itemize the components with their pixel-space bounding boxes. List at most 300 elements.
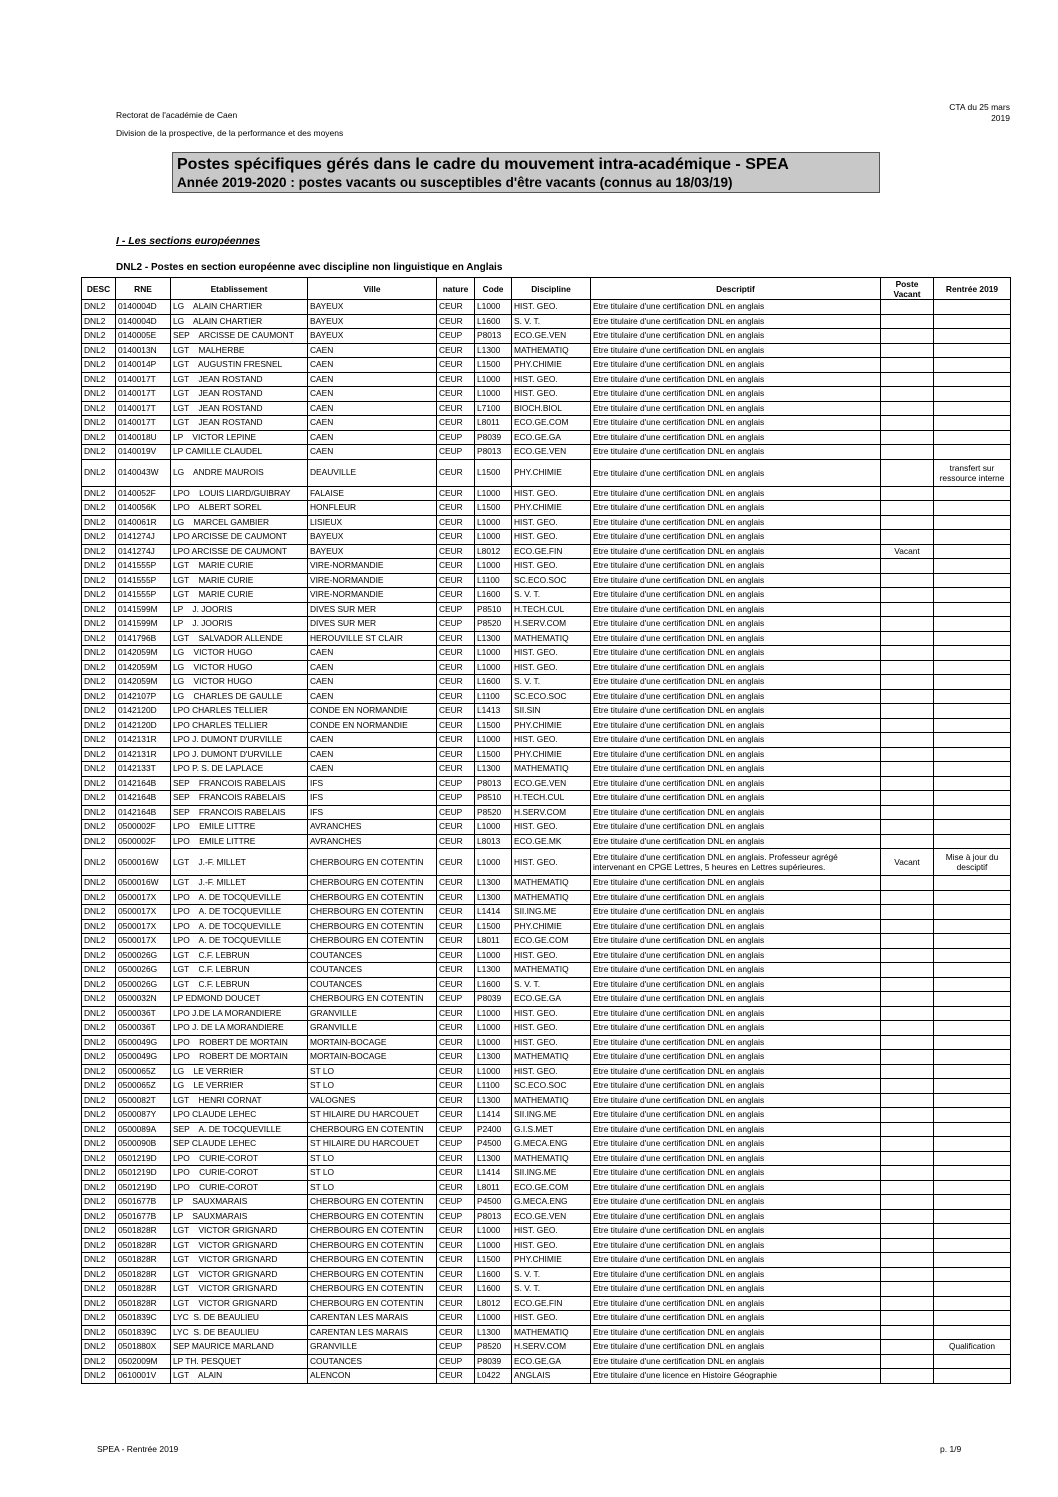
cell-ville: CAEN	[308, 343, 437, 358]
cell-rentree	[934, 905, 1011, 920]
cell-etablissement: LGT AUGUSTIN FRESNEL	[171, 358, 308, 373]
cell-poste-vacant	[881, 300, 934, 315]
cell-desc: DNL2	[82, 1035, 116, 1050]
cell-rne: 0142164B	[116, 791, 171, 806]
cell-ville: VIRE-NORMANDIE	[308, 573, 437, 588]
cell-nature: CEUP	[437, 329, 475, 344]
cell-rne: 0142131R	[116, 733, 171, 748]
cell-descriptif: Etre titulaire d'une certification DNL en anglais	[591, 1006, 881, 1021]
cell-nature: CEUR	[437, 387, 475, 402]
cell-desc: DNL2	[82, 617, 116, 632]
cell-etablissement: LGT ALAIN	[171, 1369, 308, 1384]
cell-discipline: ECO.GE.COM	[512, 934, 591, 949]
cell-etablissement: LPO EMILE LITTRE	[171, 820, 308, 835]
cell-desc: DNL2	[82, 343, 116, 358]
cell-ville: CAEN	[308, 733, 437, 748]
cell-descriptif: Etre titulaire d'une certification DNL en anglais	[591, 948, 881, 963]
table-row	[82, 675, 1011, 690]
cell-ville: HONFLEUR	[308, 501, 437, 516]
table-row	[82, 1180, 1011, 1195]
cell-desc: DNL2	[82, 1209, 116, 1224]
cell-rne: 0140052F	[116, 486, 171, 501]
cell-etablissement: LGT VICTOR GRIGNARD	[171, 1224, 308, 1239]
cell-ville: LISIEUX	[308, 515, 437, 530]
col-etablissement: Etablissement	[171, 278, 308, 300]
cell-nature: CEUR	[437, 948, 475, 963]
cell-rentree	[934, 992, 1011, 1007]
cell-ville: MORTAIN-BOCAGE	[308, 1035, 437, 1050]
cell-poste-vacant	[881, 1050, 934, 1065]
cell-code: P8013	[475, 445, 512, 460]
cell-ville: FALAISE	[308, 486, 437, 501]
cell-ville: CHERBOURG EN COTENTIN	[308, 934, 437, 949]
cell-rentree	[934, 1021, 1011, 1036]
cell-nature: CEUR	[437, 890, 475, 905]
cell-ville: ST LO	[308, 1166, 437, 1181]
cell-etablissement: LGT VICTOR GRIGNARD	[171, 1238, 308, 1253]
cell-etablissement: LG ANDRE MAUROIS	[171, 459, 308, 486]
cell-discipline: PHY.CHIMIE	[512, 1253, 591, 1268]
cell-rentree	[934, 1079, 1011, 1094]
cell-rne: 0500065Z	[116, 1064, 171, 1079]
cell-code: L1000	[475, 372, 512, 387]
cell-nature: CEUR	[437, 300, 475, 315]
cell-desc: DNL2	[82, 372, 116, 387]
cell-rentree	[934, 890, 1011, 905]
cell-desc: DNL2	[82, 1079, 116, 1094]
cell-discipline: S. V. T.	[512, 1282, 591, 1297]
cell-etablissement: LPO ROBERT DE MORTAIN	[171, 1035, 308, 1050]
cell-desc: DNL2	[82, 1311, 116, 1326]
cell-rne: 0142107P	[116, 689, 171, 704]
cell-nature: CEUR	[437, 1325, 475, 1340]
cell-code: P8039	[475, 430, 512, 445]
cell-etablissement: LG ALAIN CHARTIER	[171, 314, 308, 329]
cell-rne: 0501677B	[116, 1209, 171, 1224]
cell-nature: CEUR	[437, 834, 475, 849]
cell-ville: ST LO	[308, 1180, 437, 1195]
cell-code: P8510	[475, 602, 512, 617]
cell-ville: BAYEUX	[308, 300, 437, 315]
cell-nature: CEUR	[437, 1369, 475, 1384]
cell-rentree	[934, 486, 1011, 501]
cell-poste-vacant	[881, 689, 934, 704]
cell-descriptif: Etre titulaire d'une certification DNL en anglais	[591, 762, 881, 777]
cell-ville: VIRE-NORMANDIE	[308, 559, 437, 574]
cell-ville: DIVES SUR MER	[308, 602, 437, 617]
cell-etablissement: LGT JEAN ROSTAND	[171, 401, 308, 416]
cell-ville: CAEN	[308, 387, 437, 402]
cell-rentree	[934, 963, 1011, 978]
cell-rentree	[934, 559, 1011, 574]
cell-rentree	[934, 733, 1011, 748]
cell-ville: BAYEUX	[308, 544, 437, 559]
cell-poste-vacant	[881, 530, 934, 545]
cell-poste-vacant	[881, 358, 934, 373]
cell-nature: CEUR	[437, 1035, 475, 1050]
cell-code: L1413	[475, 704, 512, 719]
cell-code: L1000	[475, 948, 512, 963]
cell-etablissement: LGT C.F. LEBRUN	[171, 963, 308, 978]
cell-rne: 0142164B	[116, 776, 171, 791]
table-row	[82, 1050, 1011, 1065]
cell-ville: CAEN	[308, 675, 437, 690]
cell-desc: DNL2	[82, 1195, 116, 1210]
cell-poste-vacant	[881, 660, 934, 675]
cell-desc: DNL2	[82, 1151, 116, 1166]
cell-descriptif: Etre titulaire d'une certification DNL en anglais	[591, 1253, 881, 1268]
cell-poste-vacant	[881, 430, 934, 445]
cell-nature: CEUR	[437, 1006, 475, 1021]
cell-desc: DNL2	[82, 300, 116, 315]
cell-desc: DNL2	[82, 1050, 116, 1065]
cell-rentree	[934, 1122, 1011, 1137]
cell-nature: CEUP	[437, 1209, 475, 1224]
cell-etablissement: LG ALAIN CHARTIER	[171, 300, 308, 315]
cell-descriptif: Etre titulaire d'une certification DNL en anglais	[591, 559, 881, 574]
cell-nature: CEUR	[437, 689, 475, 704]
table-row	[82, 849, 1011, 876]
cell-ville: COUTANCES	[308, 963, 437, 978]
table-row	[82, 1340, 1011, 1355]
cell-poste-vacant	[881, 1137, 934, 1152]
cell-desc: DNL2	[82, 733, 116, 748]
cell-rentree	[934, 675, 1011, 690]
table-row	[82, 934, 1011, 949]
cell-rne: 0140017T	[116, 401, 171, 416]
cell-ville: MORTAIN-BOCAGE	[308, 1050, 437, 1065]
cell-rne: 0140014P	[116, 358, 171, 373]
cell-descriptif: Etre titulaire d'une certification DNL en anglais	[591, 876, 881, 891]
header-org	[116, 106, 343, 142]
cell-ville: ALENCON	[308, 1369, 437, 1384]
cell-code: L1414	[475, 905, 512, 920]
cell-rne: 0500002F	[116, 820, 171, 835]
cell-nature: CEUP	[437, 445, 475, 460]
cell-poste-vacant	[881, 559, 934, 574]
cell-discipline: ECO.GE.FIN	[512, 544, 591, 559]
table-row	[82, 776, 1011, 791]
cell-discipline: PHY.CHIMIE	[512, 919, 591, 934]
cell-ville: CHERBOURG EN COTENTIN	[308, 1122, 437, 1137]
cell-poste-vacant	[881, 501, 934, 516]
cell-rne: 0140043W	[116, 459, 171, 486]
cell-rne: 0141599M	[116, 617, 171, 632]
cell-etablissement: LGT VICTOR GRIGNARD	[171, 1253, 308, 1268]
cell-rentree	[934, 934, 1011, 949]
cell-code: L1000	[475, 660, 512, 675]
cell-discipline: MATHEMATIQ	[512, 1151, 591, 1166]
cell-rentree	[934, 343, 1011, 358]
cell-descriptif: Etre titulaire d'une certification DNL en anglais	[591, 329, 881, 344]
cell-poste-vacant	[881, 820, 934, 835]
cell-poste-vacant	[881, 646, 934, 661]
cell-code: P4500	[475, 1195, 512, 1210]
cell-poste-vacant	[881, 704, 934, 719]
cell-desc: DNL2	[82, 776, 116, 791]
cell-rentree	[934, 515, 1011, 530]
cell-ville: CARENTAN LES MARAIS	[308, 1311, 437, 1326]
cell-discipline: H.SERV.COM	[512, 617, 591, 632]
cell-rentree	[934, 573, 1011, 588]
cell-code: P4500	[475, 1137, 512, 1152]
cell-code: L1000	[475, 559, 512, 574]
cell-discipline: SC.ECO.SOC	[512, 573, 591, 588]
cell-nature: CEUP	[437, 1122, 475, 1137]
table-row	[82, 559, 1011, 574]
cell-descriptif: Etre titulaire d'une certification DNL en anglais	[591, 1035, 881, 1050]
table-row	[82, 1267, 1011, 1282]
cell-desc: DNL2	[82, 1137, 116, 1152]
cell-nature: CEUR	[437, 919, 475, 934]
cell-etablissement: LP CAMILLE CLAUDEL	[171, 445, 308, 460]
table-row	[82, 1282, 1011, 1297]
cell-poste-vacant	[881, 1253, 934, 1268]
cell-rne: 0500026G	[116, 963, 171, 978]
cell-descriptif: Etre titulaire d'une certification DNL en anglais	[591, 1122, 881, 1137]
table-row	[82, 300, 1011, 315]
cell-rentree	[934, 387, 1011, 402]
section-title: I - Les sections européennes	[116, 235, 261, 247]
cell-rne: 0140018U	[116, 430, 171, 445]
col-poste-vacant: Poste Vacant	[881, 278, 934, 300]
cell-discipline: HIST. GEO.	[512, 660, 591, 675]
cell-discipline: PHY.CHIMIE	[512, 358, 591, 373]
cell-rne: 0500089A	[116, 1122, 171, 1137]
cell-rne: 0142120D	[116, 718, 171, 733]
cell-code: L1600	[475, 977, 512, 992]
cell-nature: CEUR	[437, 905, 475, 920]
cell-code: L1000	[475, 387, 512, 402]
cell-rne: 0500087Y	[116, 1108, 171, 1123]
cell-discipline: S. V. T.	[512, 977, 591, 992]
cell-nature: CEUR	[437, 1253, 475, 1268]
cell-ville: CONDE EN NORMANDIE	[308, 718, 437, 733]
cell-rentree	[934, 718, 1011, 733]
cell-nature: CEUR	[437, 675, 475, 690]
cell-rne: 0501219D	[116, 1151, 171, 1166]
cell-descriptif: Etre titulaire d'une certification DNL en anglais	[591, 416, 881, 431]
cell-rne: 0140005E	[116, 329, 171, 344]
cell-rne: 0142059M	[116, 660, 171, 675]
cell-descriptif: Etre titulaire d'une certification DNL en anglais	[591, 1195, 881, 1210]
cell-rne: 0140004D	[116, 300, 171, 315]
cell-rentree	[934, 602, 1011, 617]
cell-ville: GRANVILLE	[308, 1006, 437, 1021]
cell-code: L1000	[475, 300, 512, 315]
cell-code: P2400	[475, 1122, 512, 1137]
cell-etablissement: LGT J.-F. MILLET	[171, 849, 308, 876]
table-row	[82, 573, 1011, 588]
cell-nature: CEUR	[437, 820, 475, 835]
cell-rentree	[934, 1325, 1011, 1340]
cell-desc: DNL2	[82, 486, 116, 501]
cell-desc: DNL2	[82, 1093, 116, 1108]
cell-desc: DNL2	[82, 515, 116, 530]
cell-ville: COUTANCES	[308, 977, 437, 992]
cell-poste-vacant	[881, 1108, 934, 1123]
cell-discipline: HIST. GEO.	[512, 1311, 591, 1326]
cell-code: L1000	[475, 1021, 512, 1036]
cell-desc: DNL2	[82, 1369, 116, 1384]
cell-discipline: MATHEMATIQ	[512, 963, 591, 978]
cell-etablissement: LPO P. S. DE LAPLACE	[171, 762, 308, 777]
cell-discipline: ECO.GE.GA	[512, 992, 591, 1007]
cell-etablissement: LPO A. DE TOCQUEVILLE	[171, 934, 308, 949]
cell-code: L1300	[475, 963, 512, 978]
cell-descriptif: Etre titulaire d'une certification DNL en anglais	[591, 1079, 881, 1094]
cell-rne: 0501880X	[116, 1340, 171, 1355]
cell-poste-vacant	[881, 1296, 934, 1311]
cell-descriptif: Etre titulaire d'une certification DNL en anglais	[591, 486, 881, 501]
cell-poste-vacant	[881, 718, 934, 733]
cell-etablissement: LP TH. PESQUET	[171, 1354, 308, 1369]
cell-poste-vacant	[881, 1209, 934, 1224]
cell-discipline: ANGLAIS	[512, 1369, 591, 1384]
cell-descriptif: Etre titulaire d'une certification DNL en anglais	[591, 1209, 881, 1224]
cell-rne: 0142164B	[116, 805, 171, 820]
cell-rentree	[934, 416, 1011, 431]
cell-poste-vacant: Vacant	[881, 849, 934, 876]
cell-discipline: HIST. GEO.	[512, 948, 591, 963]
cell-rne: 0142120D	[116, 704, 171, 719]
cell-rentree	[934, 1064, 1011, 1079]
cell-ville: ST LO	[308, 1064, 437, 1079]
cell-etablissement: LGT SALVADOR ALLENDE	[171, 631, 308, 646]
cell-desc: DNL2	[82, 704, 116, 719]
cell-rne: 0500026G	[116, 977, 171, 992]
cell-code: L1000	[475, 515, 512, 530]
table-row	[82, 791, 1011, 806]
cell-nature: CEUR	[437, 963, 475, 978]
cell-rne: 0142131R	[116, 747, 171, 762]
cell-code: L1000	[475, 820, 512, 835]
cell-descriptif: Etre titulaire d'une certification DNL en anglais	[591, 387, 881, 402]
cell-desc: DNL2	[82, 329, 116, 344]
cell-descriptif: Etre titulaire d'une certification DNL en anglais	[591, 1224, 881, 1239]
cta-line-2: 2019	[991, 113, 1010, 123]
cell-rentree	[934, 948, 1011, 963]
cell-discipline: ECO.GE.VEN	[512, 445, 591, 460]
cell-rentree	[934, 1035, 1011, 1050]
cell-nature: CEUR	[437, 733, 475, 748]
cell-etablissement: LGT HENRI CORNAT	[171, 1093, 308, 1108]
cell-ville: BAYEUX	[308, 530, 437, 545]
table-row	[82, 805, 1011, 820]
cell-rne: 0142059M	[116, 675, 171, 690]
cell-discipline: MATHEMATIQ	[512, 1093, 591, 1108]
cell-discipline: HIST. GEO.	[512, 646, 591, 661]
cell-etablissement: LG LE VERRIER	[171, 1064, 308, 1079]
cell-etablissement: LGT MARIE CURIE	[171, 588, 308, 603]
table-row	[82, 329, 1011, 344]
cell-rentree	[934, 834, 1011, 849]
cell-rne: 0500017X	[116, 905, 171, 920]
cell-poste-vacant	[881, 963, 934, 978]
table-row	[82, 977, 1011, 992]
table-row	[82, 689, 1011, 704]
cell-ville: IFS	[308, 791, 437, 806]
cell-etablissement: LGT VICTOR GRIGNARD	[171, 1296, 308, 1311]
cell-discipline: S. V. T.	[512, 588, 591, 603]
cell-nature: CEUR	[437, 588, 475, 603]
cell-descriptif: Etre titulaire d'une certification DNL en anglais	[591, 1151, 881, 1166]
cell-descriptif: Etre titulaire d'une certification DNL en anglais	[591, 401, 881, 416]
cell-discipline: H.TECH.CUL	[512, 602, 591, 617]
cell-rne: 0140013N	[116, 343, 171, 358]
cell-descriptif: Etre titulaire d'une certification DNL en anglais	[591, 358, 881, 373]
cell-nature: CEUR	[437, 1180, 475, 1195]
cell-discipline: HIST. GEO.	[512, 559, 591, 574]
cell-desc: DNL2	[82, 992, 116, 1007]
cell-desc: DNL2	[82, 948, 116, 963]
table-row	[82, 1064, 1011, 1079]
cell-rentree	[934, 1093, 1011, 1108]
cell-poste-vacant	[881, 515, 934, 530]
cell-poste-vacant	[881, 1166, 934, 1181]
cell-etablissement: SEP FRANCOIS RABELAIS	[171, 776, 308, 791]
cell-nature: CEUP	[437, 617, 475, 632]
cell-code: L1000	[475, 1035, 512, 1050]
cell-code: L1600	[475, 1267, 512, 1282]
cell-etablissement: LPO A. DE TOCQUEVILLE	[171, 919, 308, 934]
table-row	[82, 890, 1011, 905]
cell-poste-vacant	[881, 486, 934, 501]
cell-code: L7100	[475, 401, 512, 416]
cell-nature: CEUR	[437, 1151, 475, 1166]
table-row	[82, 646, 1011, 661]
cell-nature: CEUR	[437, 747, 475, 762]
cell-desc: DNL2	[82, 1180, 116, 1195]
cell-etablissement: LPO J. DE LA MORANDIERE	[171, 1021, 308, 1036]
cell-rentree	[934, 544, 1011, 559]
table-row	[82, 1195, 1011, 1210]
cell-discipline: ECO.GE.GA	[512, 430, 591, 445]
table-row	[82, 762, 1011, 777]
cell-desc: DNL2	[82, 963, 116, 978]
cell-nature: CEUP	[437, 992, 475, 1007]
cell-desc: DNL2	[82, 1340, 116, 1355]
cell-discipline: H.TECH.CUL	[512, 791, 591, 806]
cell-discipline: G.MECA.ENG	[512, 1195, 591, 1210]
cell-rne: 0140019V	[116, 445, 171, 460]
cell-ville: CAEN	[308, 430, 437, 445]
cell-descriptif: Etre titulaire d'une certification DNL en anglais	[591, 430, 881, 445]
cell-descriptif: Etre titulaire d'une certification DNL en anglais	[591, 660, 881, 675]
cell-rentree	[934, 689, 1011, 704]
cell-code: L8012	[475, 1296, 512, 1311]
cell-descriptif: Etre titulaire d'une certification DNL en anglais	[591, 1354, 881, 1369]
cell-poste-vacant	[881, 1035, 934, 1050]
cell-nature: CEUR	[437, 1050, 475, 1065]
cell-desc: DNL2	[82, 358, 116, 373]
cell-discipline: PHY.CHIMIE	[512, 459, 591, 486]
cell-nature: CEUR	[437, 343, 475, 358]
cell-discipline: BIOCH.BIOL	[512, 401, 591, 416]
cell-ville: GRANVILLE	[308, 1021, 437, 1036]
cell-ville: CHERBOURG EN COTENTIN	[308, 905, 437, 920]
cell-discipline: ECO.GE.GA	[512, 1354, 591, 1369]
cell-rentree	[934, 820, 1011, 835]
cell-descriptif: Etre titulaire d'une certification DNL en anglais	[591, 1238, 881, 1253]
cell-descriptif: Etre titulaire d'une certification DNL en anglais	[591, 805, 881, 820]
cell-discipline: SII.ING.ME	[512, 1108, 591, 1123]
page-subtitle: Année 2019-2020 : postes vacants ou susceptibles d'être vacants (connus au 18/03/19)	[177, 175, 733, 190]
cell-discipline: HIST. GEO.	[512, 1238, 591, 1253]
cell-etablissement: LPO J. DUMONT D'URVILLE	[171, 733, 308, 748]
table-row	[82, 1137, 1011, 1152]
cell-ville: ST HILAIRE DU HARCOUET	[308, 1108, 437, 1123]
